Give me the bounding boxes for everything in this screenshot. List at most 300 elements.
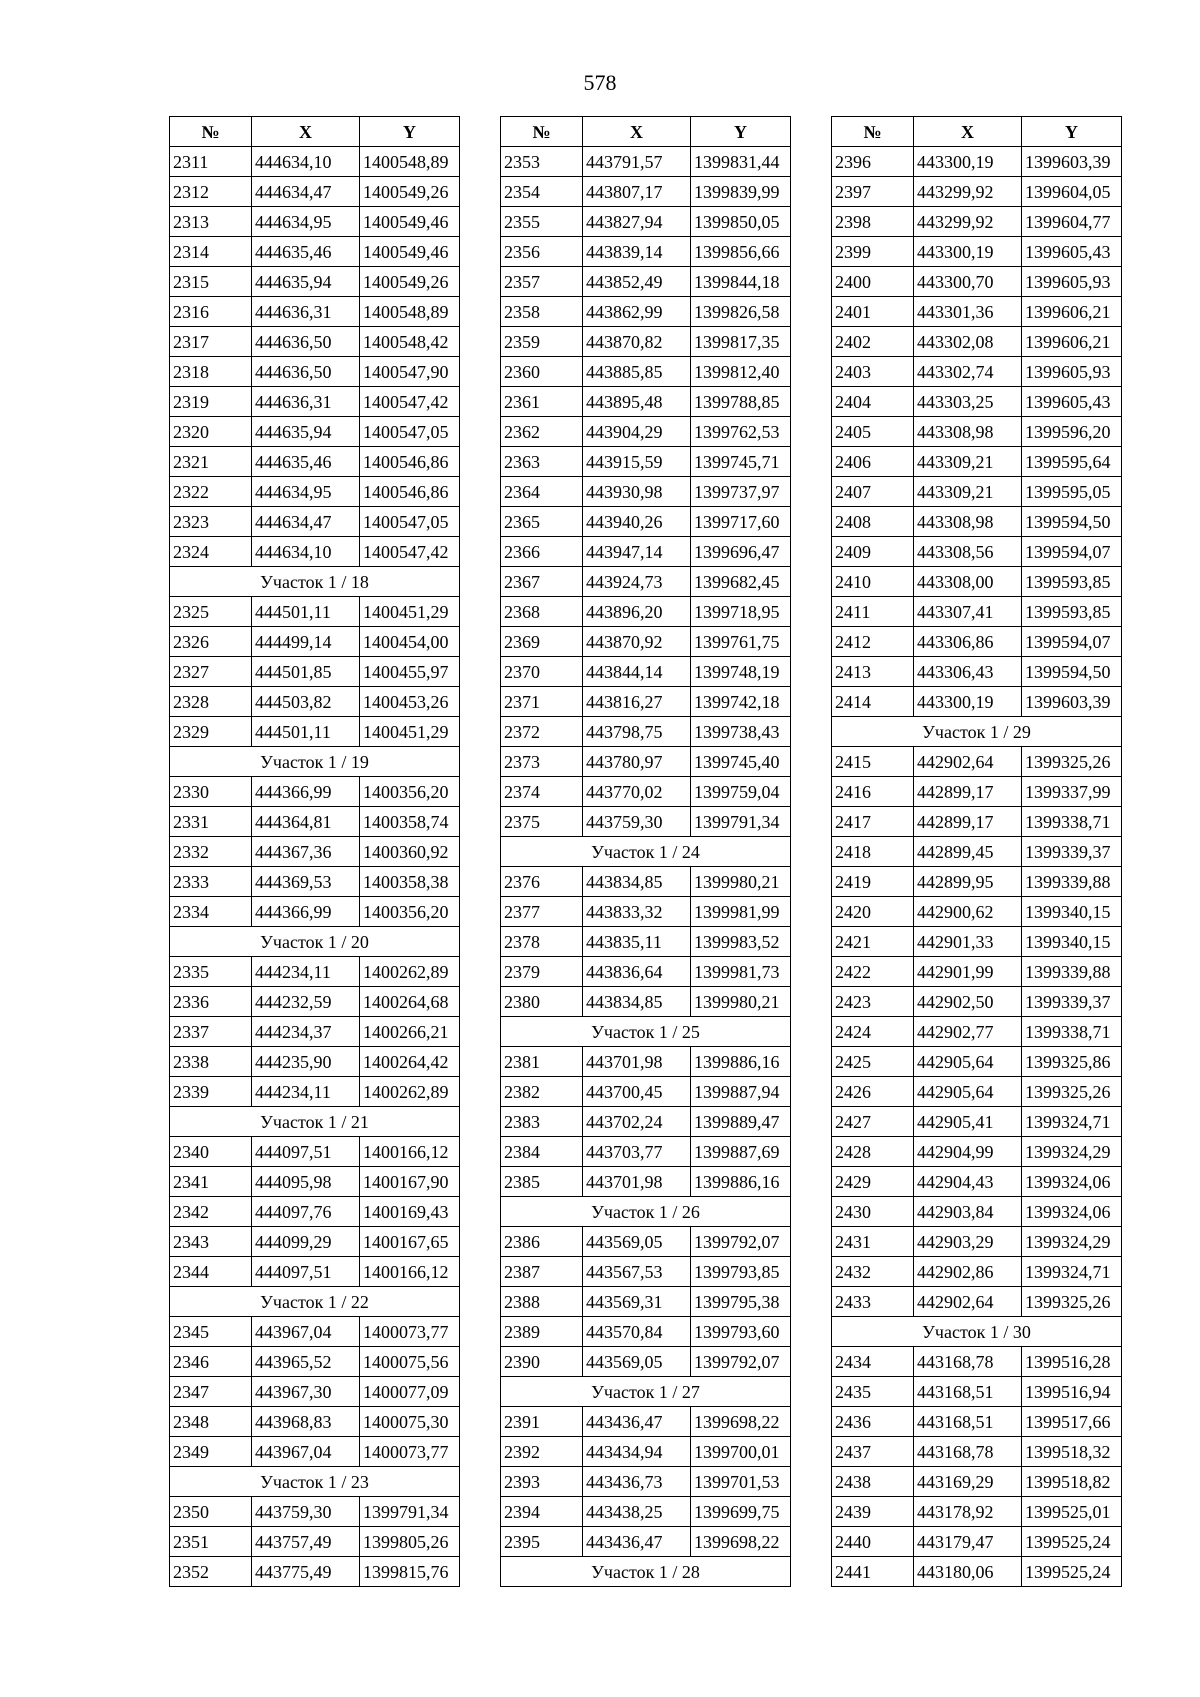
point-number-cell: 2329 — [170, 717, 252, 747]
table-row — [832, 1137, 1122, 1167]
section-label: Участок 1 / 19 — [170, 747, 460, 777]
x-coordinate-cell: 443757,49 — [252, 1527, 360, 1557]
table-row — [832, 1437, 1122, 1467]
y-coordinate-cell: 1399605,43 — [1022, 237, 1122, 267]
point-number-cell: 2426 — [832, 1077, 914, 1107]
x-coordinate-cell: 443308,98 — [914, 417, 1022, 447]
point-number-cell: 2340 — [170, 1137, 252, 1167]
x-coordinate-cell: 443178,92 — [914, 1497, 1022, 1527]
point-number-cell: 2422 — [832, 957, 914, 987]
point-number-cell: 2387 — [501, 1257, 583, 1287]
point-number-cell: 2325 — [170, 597, 252, 627]
table-row — [832, 597, 1122, 627]
point-number-cell: 2326 — [170, 627, 252, 657]
point-number-cell: 2343 — [170, 1227, 252, 1257]
y-coordinate-cell: 1400548,89 — [360, 147, 460, 177]
y-coordinate-cell: 1400075,30 — [360, 1407, 460, 1437]
point-number-cell: 2324 — [170, 537, 252, 567]
point-number-cell: 2333 — [170, 867, 252, 897]
point-number-cell: 2376 — [501, 867, 583, 897]
point-number-cell: 2356 — [501, 237, 583, 267]
x-coordinate-cell: 443807,17 — [583, 177, 691, 207]
table-row — [501, 207, 791, 237]
table-row — [501, 567, 791, 597]
x-coordinate-cell: 443870,82 — [583, 327, 691, 357]
x-coordinate-cell: 442902,64 — [914, 1287, 1022, 1317]
x-coordinate-cell: 443852,49 — [583, 267, 691, 297]
table-row — [501, 987, 791, 1017]
table-row — [832, 1197, 1122, 1227]
y-coordinate-cell: 1400547,42 — [360, 387, 460, 417]
x-coordinate-cell: 442905,41 — [914, 1107, 1022, 1137]
y-coordinate-cell: 1399324,71 — [1022, 1107, 1122, 1137]
x-coordinate-cell: 442902,77 — [914, 1017, 1022, 1047]
table-row — [170, 627, 460, 657]
table-row — [501, 957, 791, 987]
y-coordinate-cell: 1400262,89 — [360, 1077, 460, 1107]
table-row — [501, 1407, 791, 1437]
y-coordinate-cell: 1400266,21 — [360, 1017, 460, 1047]
table-row — [501, 477, 791, 507]
y-coordinate-cell: 1400264,42 — [360, 1047, 460, 1077]
x-coordinate-cell: 443308,98 — [914, 507, 1022, 537]
point-number-cell: 2319 — [170, 387, 252, 417]
table-row — [832, 627, 1122, 657]
x-coordinate-cell: 443896,20 — [583, 597, 691, 627]
table-row — [501, 1167, 791, 1197]
table-row — [832, 837, 1122, 867]
point-number-cell: 2403 — [832, 357, 914, 387]
y-coordinate-cell: 1400356,20 — [360, 777, 460, 807]
point-number-cell: 2360 — [501, 357, 583, 387]
x-coordinate-cell: 444634,10 — [252, 537, 360, 567]
point-number-cell: 2371 — [501, 687, 583, 717]
x-coordinate-cell: 444234,11 — [252, 1077, 360, 1107]
x-coordinate-cell: 444636,31 — [252, 297, 360, 327]
y-coordinate-cell: 1399325,86 — [1022, 1047, 1122, 1077]
section-header-row — [170, 567, 460, 597]
y-coordinate-cell: 1399596,20 — [1022, 417, 1122, 447]
y-coordinate-cell: 1399606,21 — [1022, 327, 1122, 357]
y-coordinate-cell: 1400549,26 — [360, 177, 460, 207]
table-row — [170, 537, 460, 567]
y-coordinate-cell: 1399839,99 — [691, 177, 791, 207]
x-coordinate-cell: 443759,30 — [252, 1497, 360, 1527]
x-coordinate-cell: 443438,25 — [583, 1497, 691, 1527]
point-number-cell: 2440 — [832, 1527, 914, 1557]
table-row — [170, 1377, 460, 1407]
section-label: Участок 1 / 25 — [501, 1017, 791, 1047]
x-coordinate-cell: 443967,04 — [252, 1437, 360, 1467]
x-coordinate-cell: 442903,29 — [914, 1227, 1022, 1257]
y-coordinate-cell: 1399324,06 — [1022, 1167, 1122, 1197]
x-coordinate-cell: 443436,47 — [583, 1407, 691, 1437]
table-row — [170, 837, 460, 867]
y-coordinate-cell: 1399593,85 — [1022, 567, 1122, 597]
table-row — [501, 1077, 791, 1107]
table-row — [170, 177, 460, 207]
table-row — [832, 207, 1122, 237]
y-coordinate-cell: 1399887,94 — [691, 1077, 791, 1107]
header-row — [501, 117, 791, 147]
x-coordinate-cell: 443569,05 — [583, 1227, 691, 1257]
table-row — [170, 1167, 460, 1197]
y-coordinate-cell: 1399594,07 — [1022, 537, 1122, 567]
point-number-cell: 2336 — [170, 987, 252, 1017]
y-coordinate-cell: 1400547,90 — [360, 357, 460, 387]
point-number-cell: 2316 — [170, 297, 252, 327]
point-number-cell: 2335 — [170, 957, 252, 987]
y-coordinate-cell: 1399324,29 — [1022, 1227, 1122, 1257]
table-row — [170, 987, 460, 1017]
point-number-cell: 2357 — [501, 267, 583, 297]
y-coordinate-cell: 1399324,71 — [1022, 1257, 1122, 1287]
point-number-cell: 2351 — [170, 1527, 252, 1557]
point-number-cell: 2436 — [832, 1407, 914, 1437]
y-coordinate-cell: 1400549,46 — [360, 207, 460, 237]
x-coordinate-cell: 443816,27 — [583, 687, 691, 717]
y-coordinate-cell: 1399718,95 — [691, 597, 791, 627]
point-number-cell: 2379 — [501, 957, 583, 987]
y-coordinate-cell: 1400547,42 — [360, 537, 460, 567]
x-coordinate-cell: 443885,85 — [583, 357, 691, 387]
table-row — [501, 447, 791, 477]
table-row — [170, 1227, 460, 1257]
point-number-cell: 2384 — [501, 1137, 583, 1167]
section-header-row — [501, 1557, 791, 1587]
y-coordinate-cell: 1399761,75 — [691, 627, 791, 657]
point-number-cell: 2334 — [170, 897, 252, 927]
x-coordinate-cell: 444636,50 — [252, 327, 360, 357]
y-coordinate-cell: 1399696,47 — [691, 537, 791, 567]
point-number-cell: 2365 — [501, 507, 583, 537]
point-number-cell: 2344 — [170, 1257, 252, 1287]
point-number-cell: 2377 — [501, 897, 583, 927]
section-label: Участок 1 / 23 — [170, 1467, 460, 1497]
point-number-cell: 2398 — [832, 207, 914, 237]
table-row — [170, 1017, 460, 1047]
table-row — [170, 867, 460, 897]
point-number-cell: 2441 — [832, 1557, 914, 1587]
point-number-cell: 2317 — [170, 327, 252, 357]
table-row — [170, 1077, 460, 1107]
table-row — [832, 1167, 1122, 1197]
point-number-cell: 2414 — [832, 687, 914, 717]
table-row — [170, 807, 460, 837]
point-number-cell: 2409 — [832, 537, 914, 567]
y-coordinate-cell: 1400451,29 — [360, 717, 460, 747]
table-row — [170, 597, 460, 627]
x-coordinate-cell: 444635,94 — [252, 417, 360, 447]
table-row — [170, 897, 460, 927]
y-coordinate-cell: 1399856,66 — [691, 237, 791, 267]
x-coordinate-cell: 443703,77 — [583, 1137, 691, 1167]
table-row — [501, 657, 791, 687]
x-coordinate-cell: 443306,43 — [914, 657, 1022, 687]
point-number-cell: 2407 — [832, 477, 914, 507]
table-row — [170, 1347, 460, 1377]
x-coordinate-cell: 444097,51 — [252, 1137, 360, 1167]
x-coordinate-cell: 443834,85 — [583, 987, 691, 1017]
x-coordinate-cell: 444635,46 — [252, 237, 360, 267]
point-number-cell: 2363 — [501, 447, 583, 477]
x-coordinate-cell: 443968,83 — [252, 1407, 360, 1437]
table-row — [501, 147, 791, 177]
point-number-cell: 2405 — [832, 417, 914, 447]
point-number-cell: 2396 — [832, 147, 914, 177]
point-number-cell: 2389 — [501, 1317, 583, 1347]
point-number-cell: 2418 — [832, 837, 914, 867]
x-coordinate-cell: 443168,51 — [914, 1407, 1022, 1437]
y-coordinate-cell: 1400169,43 — [360, 1197, 460, 1227]
y-coordinate-cell: 1399517,66 — [1022, 1407, 1122, 1437]
y-coordinate-cell: 1399325,26 — [1022, 1287, 1122, 1317]
point-number-cell: 2430 — [832, 1197, 914, 1227]
y-coordinate-cell: 1400262,89 — [360, 957, 460, 987]
header-y: Y — [691, 117, 791, 147]
x-coordinate-cell: 444634,95 — [252, 207, 360, 237]
point-number-cell: 2350 — [170, 1497, 252, 1527]
table-row — [832, 237, 1122, 267]
point-number-cell: 2375 — [501, 807, 583, 837]
table-row — [170, 1527, 460, 1557]
table-row — [501, 1047, 791, 1077]
coordinates-table-right — [831, 116, 1122, 1587]
section-label: Участок 1 / 28 — [501, 1557, 791, 1587]
x-coordinate-cell: 443569,31 — [583, 1287, 691, 1317]
table-row — [501, 1437, 791, 1467]
x-coordinate-cell: 443301,36 — [914, 297, 1022, 327]
y-coordinate-cell: 1399886,16 — [691, 1047, 791, 1077]
x-coordinate-cell: 443570,84 — [583, 1317, 691, 1347]
x-coordinate-cell: 444499,14 — [252, 627, 360, 657]
point-number-cell: 2412 — [832, 627, 914, 657]
point-number-cell: 2402 — [832, 327, 914, 357]
table-row — [832, 327, 1122, 357]
x-coordinate-cell: 443300,19 — [914, 687, 1022, 717]
table-row — [170, 327, 460, 357]
y-coordinate-cell: 1399595,05 — [1022, 477, 1122, 507]
x-coordinate-cell: 443309,21 — [914, 477, 1022, 507]
x-coordinate-cell: 442899,95 — [914, 867, 1022, 897]
y-coordinate-cell: 1399603,39 — [1022, 147, 1122, 177]
point-number-cell: 2401 — [832, 297, 914, 327]
y-coordinate-cell: 1399793,60 — [691, 1317, 791, 1347]
x-coordinate-cell: 443436,73 — [583, 1467, 691, 1497]
table-row — [170, 207, 460, 237]
x-coordinate-cell: 444234,11 — [252, 957, 360, 987]
y-coordinate-cell: 1399742,18 — [691, 687, 791, 717]
point-number-cell: 2321 — [170, 447, 252, 477]
y-coordinate-cell: 1400548,42 — [360, 327, 460, 357]
x-coordinate-cell: 443299,92 — [914, 177, 1022, 207]
point-number-cell: 2411 — [832, 597, 914, 627]
y-coordinate-cell: 1399791,34 — [691, 807, 791, 837]
point-number-cell: 2431 — [832, 1227, 914, 1257]
y-coordinate-cell: 1399831,44 — [691, 147, 791, 177]
table-row — [170, 447, 460, 477]
table-row — [170, 777, 460, 807]
point-number-cell: 2346 — [170, 1347, 252, 1377]
table-row — [501, 717, 791, 747]
table-row — [832, 297, 1122, 327]
point-number-cell: 2439 — [832, 1497, 914, 1527]
x-coordinate-cell: 442905,64 — [914, 1047, 1022, 1077]
y-coordinate-cell: 1399850,05 — [691, 207, 791, 237]
section-label: Участок 1 / 24 — [501, 837, 791, 867]
y-coordinate-cell: 1400073,77 — [360, 1317, 460, 1347]
y-coordinate-cell: 1399844,18 — [691, 267, 791, 297]
point-number-cell: 2367 — [501, 567, 583, 597]
table-row — [832, 147, 1122, 177]
table-row — [832, 477, 1122, 507]
x-coordinate-cell: 443833,32 — [583, 897, 691, 927]
table-row — [501, 357, 791, 387]
table-row — [832, 267, 1122, 297]
point-number-cell: 2320 — [170, 417, 252, 447]
y-coordinate-cell: 1400358,38 — [360, 867, 460, 897]
point-number-cell: 2433 — [832, 1287, 914, 1317]
x-coordinate-cell: 444634,95 — [252, 477, 360, 507]
x-coordinate-cell: 443780,97 — [583, 747, 691, 777]
y-coordinate-cell: 1399338,71 — [1022, 1017, 1122, 1047]
table-row — [501, 597, 791, 627]
y-coordinate-cell: 1400454,00 — [360, 627, 460, 657]
table-row — [501, 777, 791, 807]
y-coordinate-cell: 1400166,12 — [360, 1257, 460, 1287]
point-number-cell: 2358 — [501, 297, 583, 327]
x-coordinate-cell: 442902,50 — [914, 987, 1022, 1017]
section-label: Участок 1 / 26 — [501, 1197, 791, 1227]
header-row — [170, 117, 460, 147]
point-number-cell: 2362 — [501, 417, 583, 447]
y-coordinate-cell: 1399699,75 — [691, 1497, 791, 1527]
x-coordinate-cell: 443434,94 — [583, 1437, 691, 1467]
y-coordinate-cell: 1399701,53 — [691, 1467, 791, 1497]
table-row — [170, 687, 460, 717]
x-coordinate-cell: 443567,53 — [583, 1257, 691, 1287]
point-number-cell: 2424 — [832, 1017, 914, 1047]
y-coordinate-cell: 1400549,26 — [360, 267, 460, 297]
table-row — [832, 927, 1122, 957]
point-number-cell: 2406 — [832, 447, 914, 477]
point-number-cell: 2421 — [832, 927, 914, 957]
x-coordinate-cell: 444366,99 — [252, 777, 360, 807]
x-coordinate-cell: 444636,50 — [252, 357, 360, 387]
point-number-cell: 2339 — [170, 1077, 252, 1107]
x-coordinate-cell: 443915,59 — [583, 447, 691, 477]
x-coordinate-cell: 443436,47 — [583, 1527, 691, 1557]
y-coordinate-cell: 1399698,22 — [691, 1527, 791, 1557]
table-row — [832, 1047, 1122, 1077]
x-coordinate-cell: 444099,29 — [252, 1227, 360, 1257]
x-coordinate-cell: 443967,04 — [252, 1317, 360, 1347]
point-number-cell: 2428 — [832, 1137, 914, 1167]
table-row — [832, 807, 1122, 837]
table-row — [832, 1467, 1122, 1497]
coordinates-table-left — [169, 116, 460, 1587]
x-coordinate-cell: 443180,06 — [914, 1557, 1022, 1587]
point-number-cell: 2380 — [501, 987, 583, 1017]
point-number-cell: 2400 — [832, 267, 914, 297]
point-number-cell: 2331 — [170, 807, 252, 837]
point-number-cell: 2318 — [170, 357, 252, 387]
table-row — [170, 1197, 460, 1227]
y-coordinate-cell: 1399812,40 — [691, 357, 791, 387]
y-coordinate-cell: 1399791,34 — [360, 1497, 460, 1527]
point-number-cell: 2413 — [832, 657, 914, 687]
table-row — [501, 1467, 791, 1497]
y-coordinate-cell: 1400077,09 — [360, 1377, 460, 1407]
x-coordinate-cell: 443770,02 — [583, 777, 691, 807]
table-row — [832, 1017, 1122, 1047]
table-row — [501, 237, 791, 267]
x-coordinate-cell: 444235,90 — [252, 1047, 360, 1077]
x-coordinate-cell: 443307,41 — [914, 597, 1022, 627]
x-coordinate-cell: 443569,05 — [583, 1347, 691, 1377]
x-coordinate-cell: 443904,29 — [583, 417, 691, 447]
point-number-cell: 2391 — [501, 1407, 583, 1437]
section-label: Участок 1 / 21 — [170, 1107, 460, 1137]
point-number-cell: 2378 — [501, 927, 583, 957]
y-coordinate-cell: 1399698,22 — [691, 1407, 791, 1437]
x-coordinate-cell: 443701,98 — [583, 1167, 691, 1197]
y-coordinate-cell: 1400549,46 — [360, 237, 460, 267]
x-coordinate-cell: 444501,11 — [252, 717, 360, 747]
point-number-cell: 2397 — [832, 177, 914, 207]
y-coordinate-cell: 1400547,05 — [360, 417, 460, 447]
point-number-cell: 2345 — [170, 1317, 252, 1347]
y-coordinate-cell: 1399339,88 — [1022, 867, 1122, 897]
header-x: X — [252, 117, 360, 147]
table-row — [501, 507, 791, 537]
x-coordinate-cell: 443798,75 — [583, 717, 691, 747]
table-row — [501, 267, 791, 297]
point-number-cell: 2408 — [832, 507, 914, 537]
x-coordinate-cell: 444364,81 — [252, 807, 360, 837]
point-number-cell: 2361 — [501, 387, 583, 417]
table-row — [832, 1527, 1122, 1557]
table-row — [501, 687, 791, 717]
table-row — [501, 1107, 791, 1137]
y-coordinate-cell: 1399817,35 — [691, 327, 791, 357]
x-coordinate-cell: 443759,30 — [583, 807, 691, 837]
y-coordinate-cell: 1400167,65 — [360, 1227, 460, 1257]
header-number: № — [832, 117, 914, 147]
table-row — [170, 1497, 460, 1527]
x-coordinate-cell: 444367,36 — [252, 837, 360, 867]
x-coordinate-cell: 444232,59 — [252, 987, 360, 1017]
section-label: Участок 1 / 27 — [501, 1377, 791, 1407]
point-number-cell: 2347 — [170, 1377, 252, 1407]
table-row — [170, 1317, 460, 1347]
y-coordinate-cell: 1399594,07 — [1022, 627, 1122, 657]
x-coordinate-cell: 443844,14 — [583, 657, 691, 687]
y-coordinate-cell: 1400166,12 — [360, 1137, 460, 1167]
table-row — [501, 1227, 791, 1257]
header-x: X — [914, 117, 1022, 147]
y-coordinate-cell: 1400453,26 — [360, 687, 460, 717]
table-row — [170, 1437, 460, 1467]
section-header-row — [501, 1017, 791, 1047]
point-number-cell: 2388 — [501, 1287, 583, 1317]
table-row — [501, 327, 791, 357]
x-coordinate-cell: 444634,47 — [252, 177, 360, 207]
x-coordinate-cell: 442904,43 — [914, 1167, 1022, 1197]
x-coordinate-cell: 444635,94 — [252, 267, 360, 297]
point-number-cell: 2434 — [832, 1347, 914, 1377]
y-coordinate-cell: 1400356,20 — [360, 897, 460, 927]
